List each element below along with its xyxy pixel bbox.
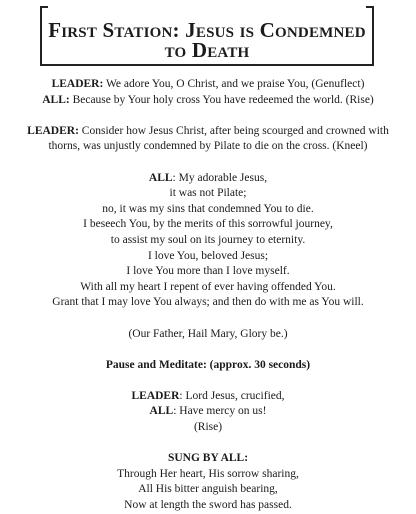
prayer-line: Grant that I may love You always; and then do with me as You will. (52, 296, 364, 309)
prayer-line: no, it was my sins that condemned You to die. (102, 202, 314, 215)
prayer-line: I beseech You, by the merits of this sorrowful journey, (83, 218, 333, 231)
leader-label: LEADER: (51, 78, 104, 90)
all-label: ALL (149, 405, 174, 418)
prayer-line: I love You, beloved Jesus; (147, 249, 269, 262)
consider-line-2: thorns, was unjustly condemned by Pilate to die on the cross. (Kneel) (48, 140, 368, 153)
station-text (18, 77, 398, 514)
consider-text-1: Consider how Jesus Christ, after being scourged and crowned with (78, 124, 389, 137)
closing-leader-text: : Lord Jesus, crucified, (179, 389, 285, 402)
consider-line-1 (18, 124, 398, 140)
prayer-text: : My adorable Jesus, (172, 171, 268, 184)
all-label: ALL (148, 171, 173, 184)
prayer-line (18, 171, 398, 187)
hymn-heading: SUNG BY ALL: (167, 452, 249, 465)
all-label: ALL: (42, 93, 70, 106)
consider-paragraph (18, 124, 398, 155)
prayer-line: to assist my soul on its journey to eternity. (110, 233, 306, 246)
opening-versicle (18, 77, 398, 108)
closing-rise: (Rise) (193, 421, 223, 434)
station-title (42, 20, 372, 60)
title-frame (40, 6, 374, 66)
closing-all-line (18, 404, 398, 420)
station-title-line1: First Station: Jesus is Condemned (48, 18, 366, 42)
prayer-paragraph (18, 171, 398, 311)
closing-all-text: : Have mercy on us! (173, 405, 267, 418)
closing-leader-line (18, 389, 398, 405)
closing-versicle (18, 389, 398, 436)
prayer-line: it was not Pilate; (169, 187, 247, 200)
pause-instruction (18, 358, 398, 374)
leader-label: LEADER (131, 389, 180, 402)
prayer-line: With all my heart I repent of ever having offended You. (80, 280, 336, 293)
prayer-line: I love You more than I love myself. (126, 265, 290, 278)
hymn-line: Through Her heart, His sorrow sharing, (117, 467, 299, 480)
prayers-note-text: (Our Father, Hail Mary, Glory be.) (128, 327, 288, 340)
hymn-line: Now at length the sword has passed. (124, 499, 292, 512)
opening-all-line (18, 93, 398, 109)
hymn-verse (18, 451, 398, 513)
hymn-line: All His bitter anguish bearing, (138, 483, 278, 496)
opening-leader-line (18, 77, 398, 93)
pause-text: Pause and Meditate: (approx. 30 seconds) (105, 358, 311, 371)
opening-all-text: Because by Your holy cross You have redeemed the world. (Rise) (69, 93, 374, 106)
prayers-note (18, 327, 398, 343)
opening-leader-text: We adore You, O Christ, and we praise You, (Genuflect) (103, 78, 365, 90)
leader-label: LEADER: (27, 124, 79, 137)
station-title-line2: to Death (164, 38, 250, 62)
